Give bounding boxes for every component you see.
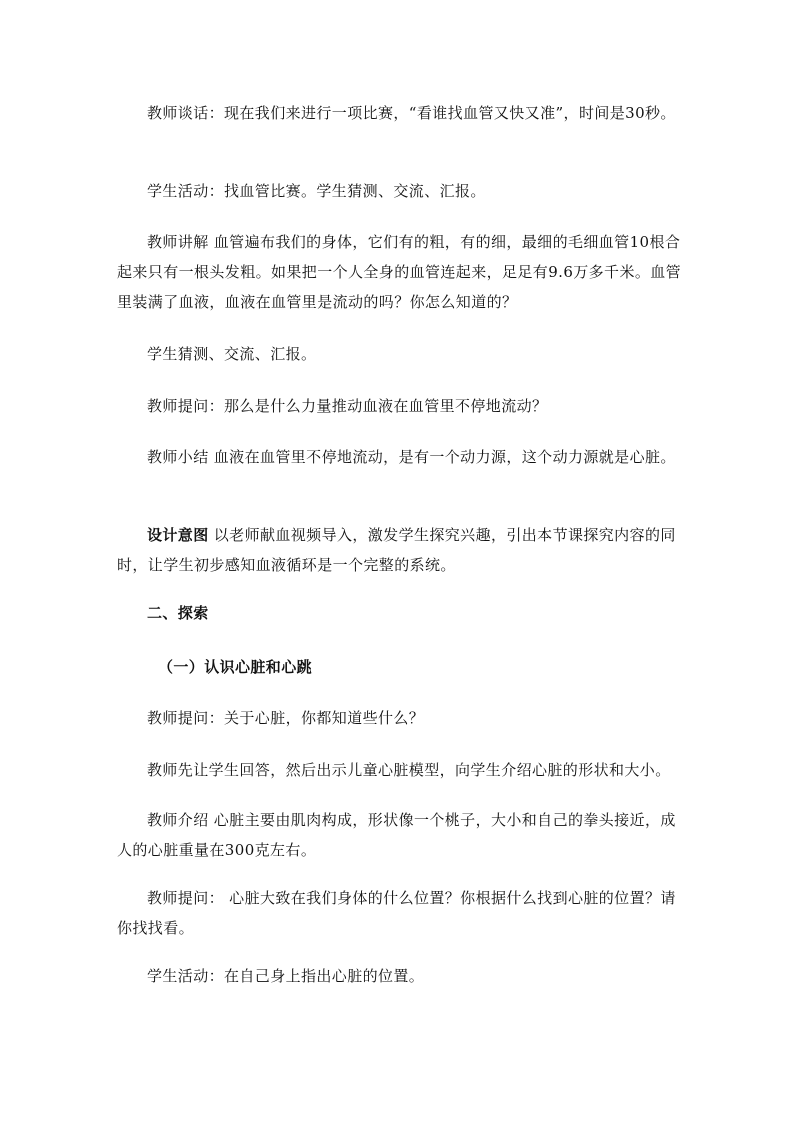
paragraph-teacher-intro: 教师介绍 心脏主要由肌肉构成，形状像一个桃子，大小和自己的拳头接近，成人的心脏重量在300克左右。: [117, 811, 676, 859]
paragraph-student-activity-2: 学生活动：在自己身上指出心脏的位置。: [147, 967, 425, 985]
design-intent-label: 设计意图: [147, 526, 209, 544]
paragraph-student-guess: 学生猜测、交流、汇报。: [147, 345, 317, 363]
paragraph-teacher-show-model: 教师先让学生回答，然后出示儿童心脏模型，向学生介绍心脏的形状和大小。: [147, 761, 671, 779]
paragraph-teacher-question-1: 教师提问：那么是什么力量推动血液在血管里不停地流动？: [147, 397, 548, 415]
paragraph-design-intent: [117, 520, 689, 580]
paragraph-teacher-question-3: 教师提问： 心脏大致在我们身体的什么位置？你根据什么找到心脏的位置？请你找找看。: [117, 889, 676, 937]
paragraph-teacher-talk: 教师谈话：现在我们来进行一项比赛，“看谁找血管又快又准”，时间是30秒。: [147, 104, 676, 122]
paragraph-student-activity-1: 学生活动：找血管比赛。学生猜测、交流、汇报。: [147, 182, 486, 200]
paragraph-teacher-question-2: 教师提问：关于心脏，你都知道些什么？: [147, 709, 425, 727]
design-intent-text: 以老师献血视频导入，激发学生探究兴趣，引出本节课探究内容的同时，让学生初步感知血液循环是一个完整的系统。: [117, 526, 676, 574]
section-heading-explore: 二、探索: [147, 604, 209, 622]
subsection-heading-heart: （一）认识心脏和心跳: [158, 658, 313, 676]
paragraph-teacher-summary: 教师小结 血液在血管里不停地流动，是有一个动力源，这个动力源就是心脏。: [147, 448, 676, 466]
paragraph-teacher-explain: 教师讲解 血管遍布我们的身体，它们有的粗，有的细，最细的毛细血管10根合起来只有一根头发粗。如果把一个人全身的血管连起来，足足有9.6万多千米。血管里装满了血液，血液在血管里是流动的吗？你怎么知道的？: [117, 233, 682, 311]
